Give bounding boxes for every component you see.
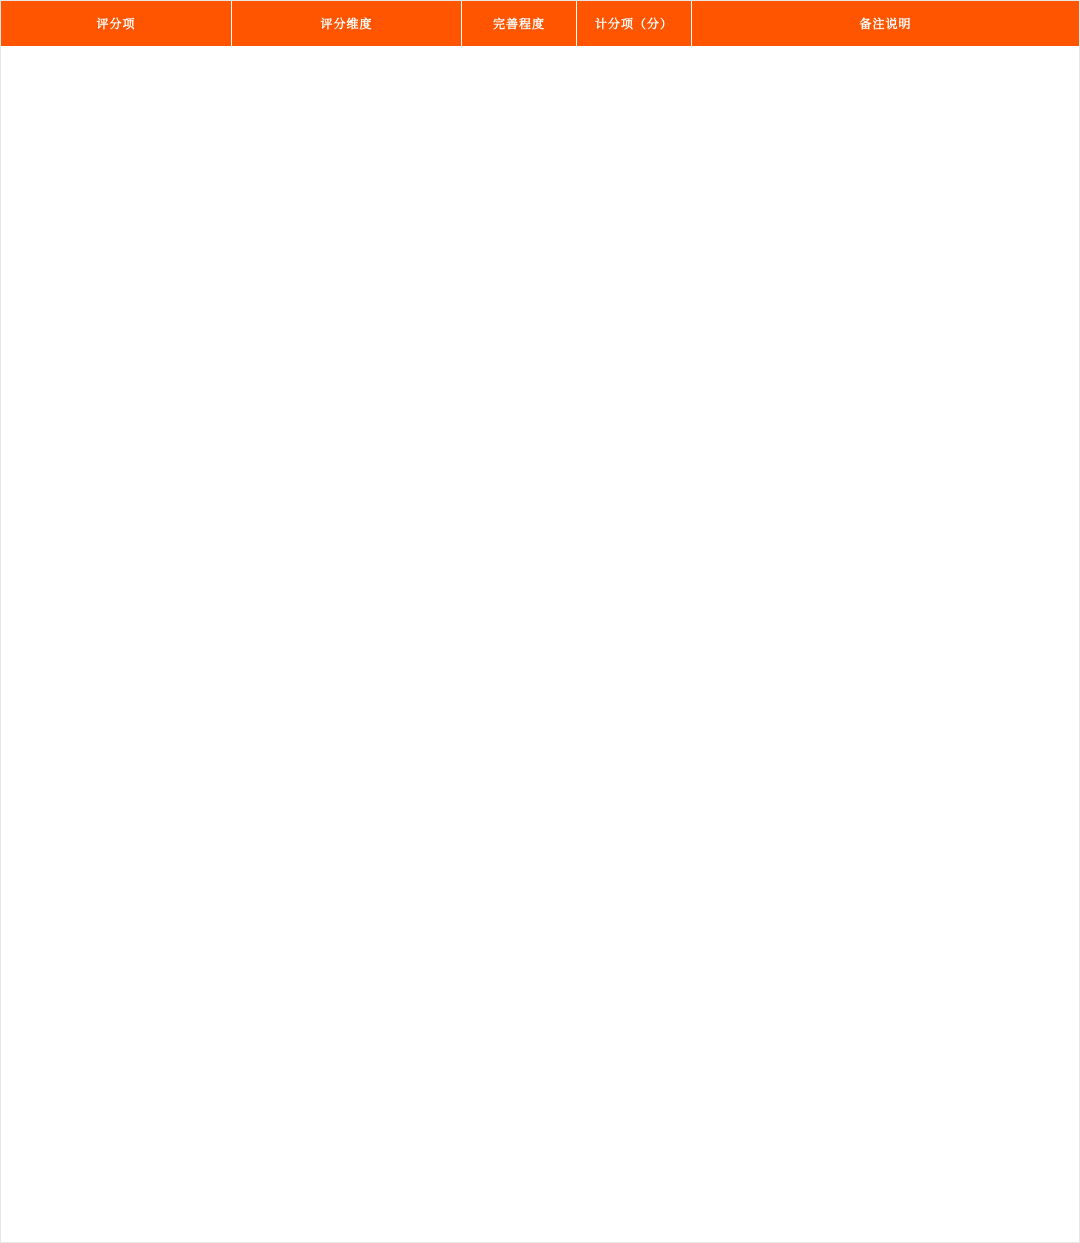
header-remarks: 备注说明 — [859, 17, 912, 31]
table-body — [1, 46, 1079, 1242]
header-scoring-dimension: 评分维度 — [232, 1, 462, 46]
header-scoring-item: 评分项 — [1, 1, 232, 46]
header-completeness: 完善程度 — [462, 1, 577, 46]
table-header-row — [1, 1, 1079, 46]
header-score-points: 计分项（分） — [577, 1, 692, 46]
